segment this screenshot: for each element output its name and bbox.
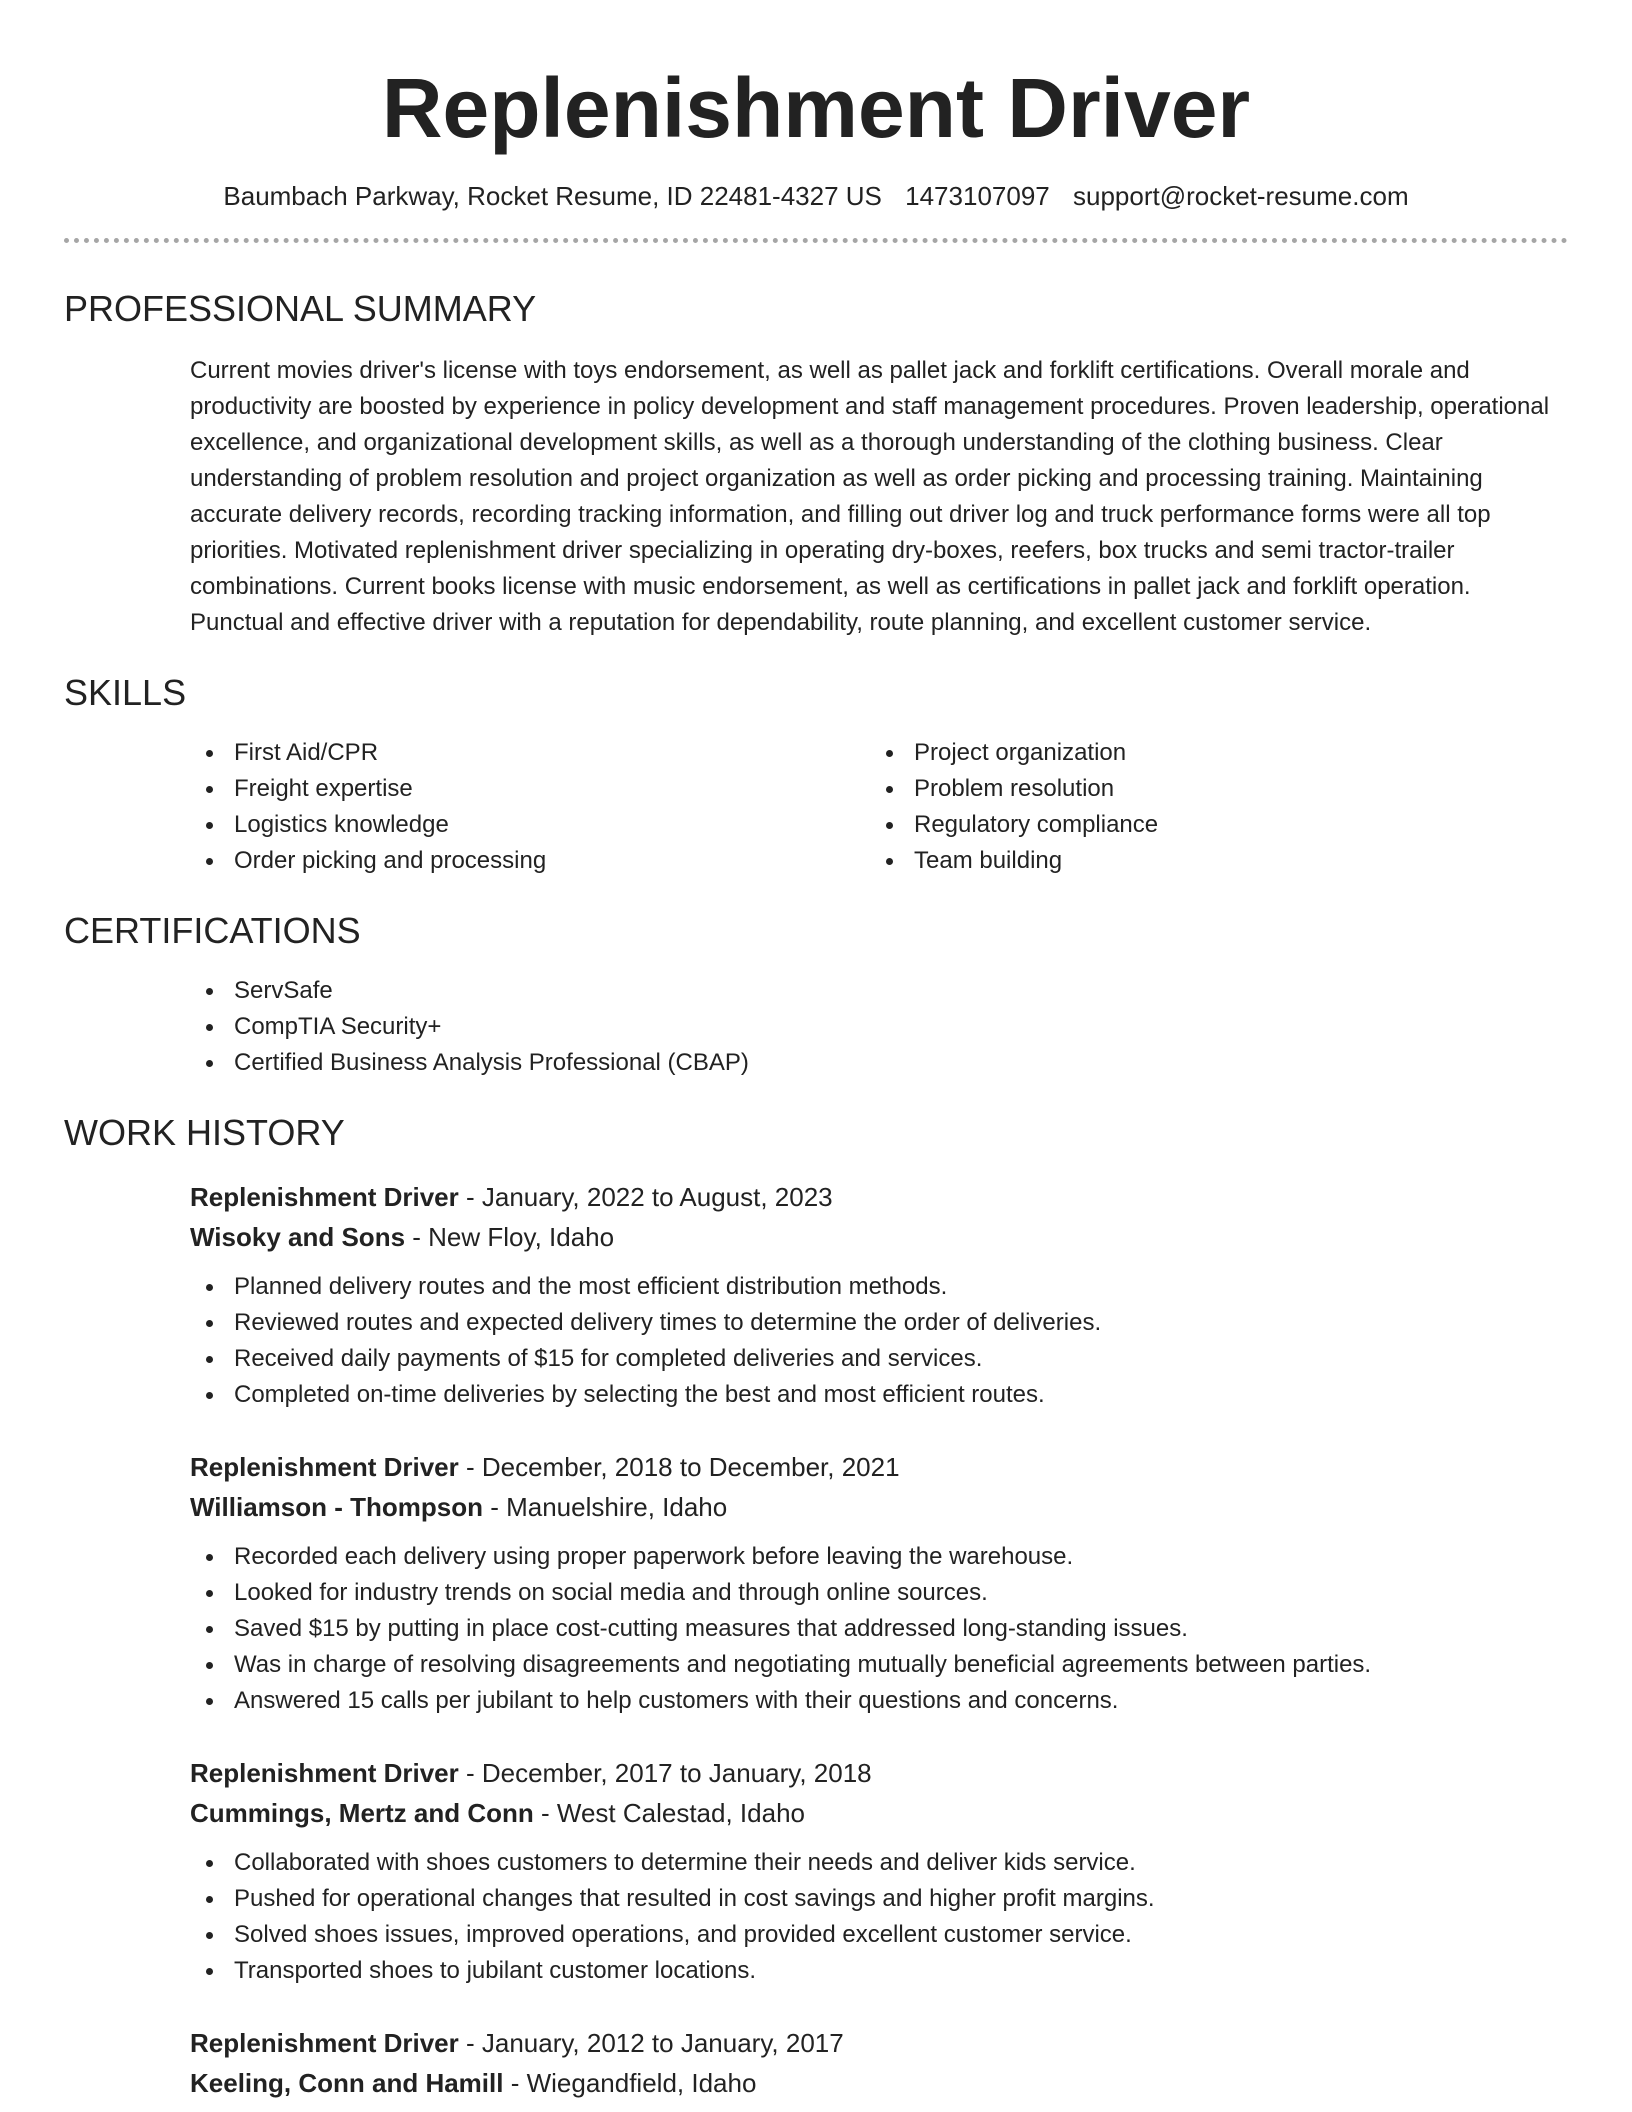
job-location: - Manuelshire, Idaho	[482, 1492, 728, 1522]
candidate-name: Replenishment Driver	[381, 61, 1251, 155]
job-company-line	[190, 1217, 1568, 1257]
job-bullet: Planned delivery routes and the most efficient distribution methods.	[190, 1269, 1568, 1305]
job-bullet: Completed on-time deliveries by selecting the best and most efficient routes.	[190, 1377, 1568, 1413]
job-role: Replenishment Driver	[190, 1182, 459, 1212]
contact-line	[64, 178, 1568, 214]
job-title-line	[190, 1447, 1568, 1487]
certification-item: Certified Business Analysis Professional (CBAP)	[190, 1045, 1568, 1081]
job-location: - Wiegandfield, Idaho	[503, 2068, 757, 2098]
job-dates: - December, 2018 to December, 2021	[458, 1452, 900, 1482]
header-divider	[64, 238, 1568, 243]
job-company: Cummings, Mertz and Conn	[190, 1798, 534, 1828]
job-company-line	[190, 1793, 1568, 1833]
section-title-work-history: WORK HISTORY	[64, 1112, 345, 1153]
job-bullet: Recorded each delivery using proper paperwork before leaving the warehouse.	[190, 1539, 1568, 1575]
job-bullet: Received daily payments of $15 for completed deliveries and services.	[190, 1341, 1568, 1377]
job-location: - West Calestad, Idaho	[533, 1798, 805, 1828]
skill-item: Project organization	[870, 735, 1550, 771]
certifications-list	[190, 973, 1568, 1081]
resume-page	[64, 0, 1568, 2103]
job-title-line	[190, 1177, 1568, 1217]
job-title-line	[190, 1753, 1568, 1793]
certification-item: ServSafe	[190, 973, 1568, 1009]
job-bullet: Looked for industry trends on social media and through online sources.	[190, 1575, 1568, 1611]
job-entry	[190, 1753, 1568, 1989]
skill-item: Regulatory compliance	[870, 807, 1550, 843]
summary-text: Current movies driver's license with toys endorsement, as well as pallet jack and forklift certifications. Overall morale and productivity are boosted by experience in policy development and staff management procedures. Proven leadership, operational excellence, and organizational development skills, as well as a thorough understanding of the clothing business. Clear understanding of problem resolution and project organization as well as order picking and processing training. Maintaining accurate delivery records, recording tracking information, and filling out driver log and truck performance forms were all top priorities. Motivated replenishment driver specializing in operating dry-boxes, reefers, box trucks and semi tractor-trailer combinations. Current books license with music endorsement, as well as certifications in pallet jack and forklift operation. Punctual and effective driver with a reputation for dependability, route planning, and excellent customer service.	[190, 357, 1550, 636]
job-bullet: Was in charge of resolving disagreements and negotiating mutually beneficial agreements between parties.	[190, 1647, 1568, 1683]
job-company: Williamson - Thompson	[190, 1492, 483, 1522]
job-bullet: Saved $15 by putting in place cost-cutting measures that addressed long-standing issues.	[190, 1611, 1568, 1647]
job-entry	[190, 2023, 1568, 2103]
job-bullet: Collaborated with shoes customers to determine their needs and deliver kids service.	[190, 1845, 1568, 1881]
contact-address: Baumbach Parkway, Rocket Resume, ID 22481-4327 US	[223, 181, 882, 211]
job-bullet: Answered 15 calls per jubilant to help customers with their questions and concerns.	[190, 1683, 1568, 1719]
job-role: Replenishment Driver	[190, 2028, 459, 2058]
skill-item: First Aid/CPR	[190, 735, 870, 771]
skills-column-right	[870, 735, 1550, 879]
job-bullet: Transported shoes to jubilant customer locations.	[190, 1953, 1568, 1989]
job-bullets	[190, 1845, 1568, 1989]
job-bullets	[190, 1269, 1568, 1413]
job-entry	[190, 1177, 1568, 1413]
job-company: Wisoky and Sons	[190, 1222, 406, 1252]
skill-item: Team building	[870, 843, 1550, 879]
skills-grid	[190, 735, 1568, 879]
job-location: - New Floy, Idaho	[405, 1222, 615, 1252]
job-dates: - January, 2012 to January, 2017	[458, 2028, 844, 2058]
job-bullet: Solved shoes issues, improved operations, and provided excellent customer service.	[190, 1917, 1568, 1953]
job-bullet: Pushed for operational changes that resulted in cost savings and higher profit margins.	[190, 1881, 1568, 1917]
job-title-line	[190, 2023, 1568, 2063]
section-title-certifications: CERTIFICATIONS	[64, 910, 361, 951]
skill-item: Logistics knowledge	[190, 807, 870, 843]
job-company-line	[190, 2063, 1568, 2103]
job-role: Replenishment Driver	[190, 1452, 459, 1482]
job-dates: - January, 2022 to August, 2023	[458, 1182, 833, 1212]
job-company-line	[190, 1487, 1568, 1527]
section-title-skills: SKILLS	[64, 672, 187, 713]
skill-item: Order picking and processing	[190, 843, 870, 879]
skill-item: Freight expertise	[190, 771, 870, 807]
contact-email: support@rocket-resume.com	[1072, 181, 1409, 211]
job-entry	[190, 1447, 1568, 1719]
job-bullet: Reviewed routes and expected delivery times to determine the order of deliveries.	[190, 1305, 1568, 1341]
skills-column-left	[190, 735, 870, 879]
certification-item: CompTIA Security+	[190, 1009, 1568, 1045]
section-title-summary: PROFESSIONAL SUMMARY	[64, 288, 537, 329]
job-bullets	[190, 1539, 1568, 1719]
skill-item: Problem resolution	[870, 771, 1550, 807]
job-company: Keeling, Conn and Hamill	[190, 2068, 504, 2098]
job-dates: - December, 2017 to January, 2018	[458, 1758, 872, 1788]
job-role: Replenishment Driver	[190, 1758, 459, 1788]
contact-phone: 1473107097	[905, 181, 1050, 211]
